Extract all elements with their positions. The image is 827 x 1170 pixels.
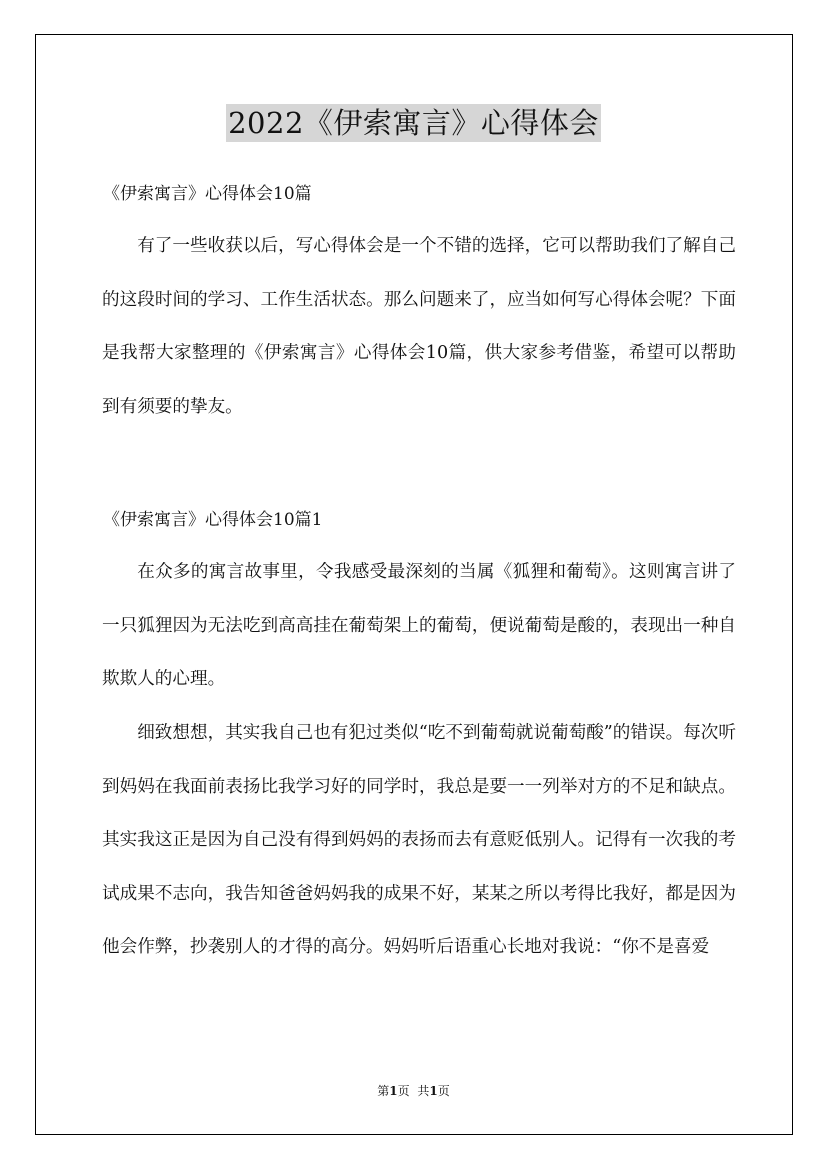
document-title: 2022《伊索寓言》心得体会 [228,106,599,140]
footer-total-number: 1 [429,1084,438,1098]
title-container [0,104,827,142]
body-paragraph-1: 在众多的寓言故事里，令我感受最深刻的当属《狐狸和葡萄》。这则寓言讲了一只狐狸因为无法吃到高高挂在葡萄架上的葡萄，便说葡萄是酸的，表现出一种自欺欺人的心理。 [102,562,736,689]
page-footer [0,1083,827,1099]
footer-total-suffix: 页 [437,1084,450,1098]
footer-total-prefix: 共 [417,1084,430,1098]
body-paragraph-2: 细致想想，其实我自己也有犯过类似“吃不到葡萄就说葡萄酸”的错误。每次听到妈妈在我面前表扬比我学习好的同学时，我总是要一一列举对方的不足和缺点。其实我这正是因为自己没有得到妈妈的表扬而去有意贬低别人。记得有一次我的考试成果不志向，我告知爸爸妈妈我的成果不好，某某之所以考得比我好，都是因为他会作弊，抄袭别人的才得的高分。妈妈听后语重心长地对我说：“你不是喜爱 [102,723,736,957]
section-heading-1: 《伊索寓言》心得体会10篇1 [103,510,323,530]
footer-page-prefix: 第 [377,1084,390,1098]
intro-paragraph: 有了一些收获以后，写心得体会是一个不错的选择，它可以帮助我们了解自己的这段时间的学习、工作生活状态。那么问题来了，应当如何写心得体会呢？下面是我帮大家整理的《伊索寓言》心得体会10篇，供大家参考借鉴，希望可以帮助到有须要的挚友。 [102,236,736,417]
footer-page-suffix: 页 [397,1084,410,1098]
footer-page-number: 1 [389,1084,398,1098]
section-heading-intro: 《伊索寓言》心得体会10篇 [103,184,312,204]
